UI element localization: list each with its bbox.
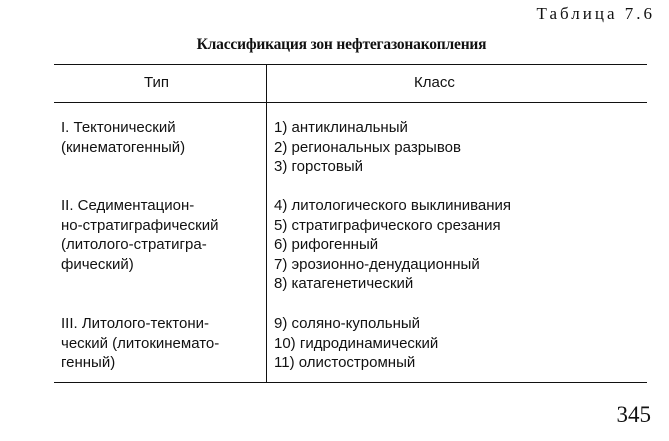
type-cell-2 <box>61 196 261 274</box>
class-item: 1) антиклинальный <box>274 119 408 136</box>
class-item: 9) соляно-купольный <box>274 315 421 332</box>
table-number: Таблица 7.6 <box>536 4 655 23</box>
type-line: II. Седиментацион- <box>61 197 195 214</box>
class-item: 10) гидродинамический <box>274 334 439 352</box>
table-top-rule <box>54 64 647 65</box>
type-line: I. Тектонический <box>61 119 176 136</box>
table-header-rule <box>54 102 647 103</box>
page-number: 345 <box>616 402 651 427</box>
type-line: генный) <box>61 354 116 371</box>
type-cell-1 <box>61 118 261 157</box>
column-divider <box>266 64 267 383</box>
class-item: 11) олистостромный <box>274 354 416 371</box>
class-item: 6) рифогенный <box>274 236 379 253</box>
class-item: 3) горстовый <box>274 158 364 175</box>
table-title: Классификация зон нефтегазонакопления <box>196 36 487 53</box>
table-bottom-rule <box>54 382 647 383</box>
class-cell-2 <box>274 196 644 294</box>
column-header-type: Тип <box>144 74 170 91</box>
type-line: (кинематогенный) <box>61 138 186 156</box>
column-header-class: Класс <box>414 74 455 91</box>
type-line: но-стратиграфический <box>61 216 219 234</box>
class-item: 8) катагенетический <box>274 275 414 292</box>
class-item: 5) стратиграфического срезания <box>274 216 501 234</box>
type-line: фический) <box>61 255 134 273</box>
class-cell-3 <box>274 314 644 373</box>
class-item: 2) региональных разрывов <box>274 138 461 156</box>
class-item: 7) эрозионно-денудационный <box>274 255 480 273</box>
type-line: ческий (литокинемато- <box>61 334 220 352</box>
type-cell-3 <box>61 314 261 373</box>
class-item: 4) литологического выклинивания <box>274 197 512 214</box>
type-line: (литолого-стратигра- <box>61 236 207 253</box>
type-line: III. Литолого-тектони- <box>61 315 209 332</box>
class-cell-1 <box>274 118 644 177</box>
